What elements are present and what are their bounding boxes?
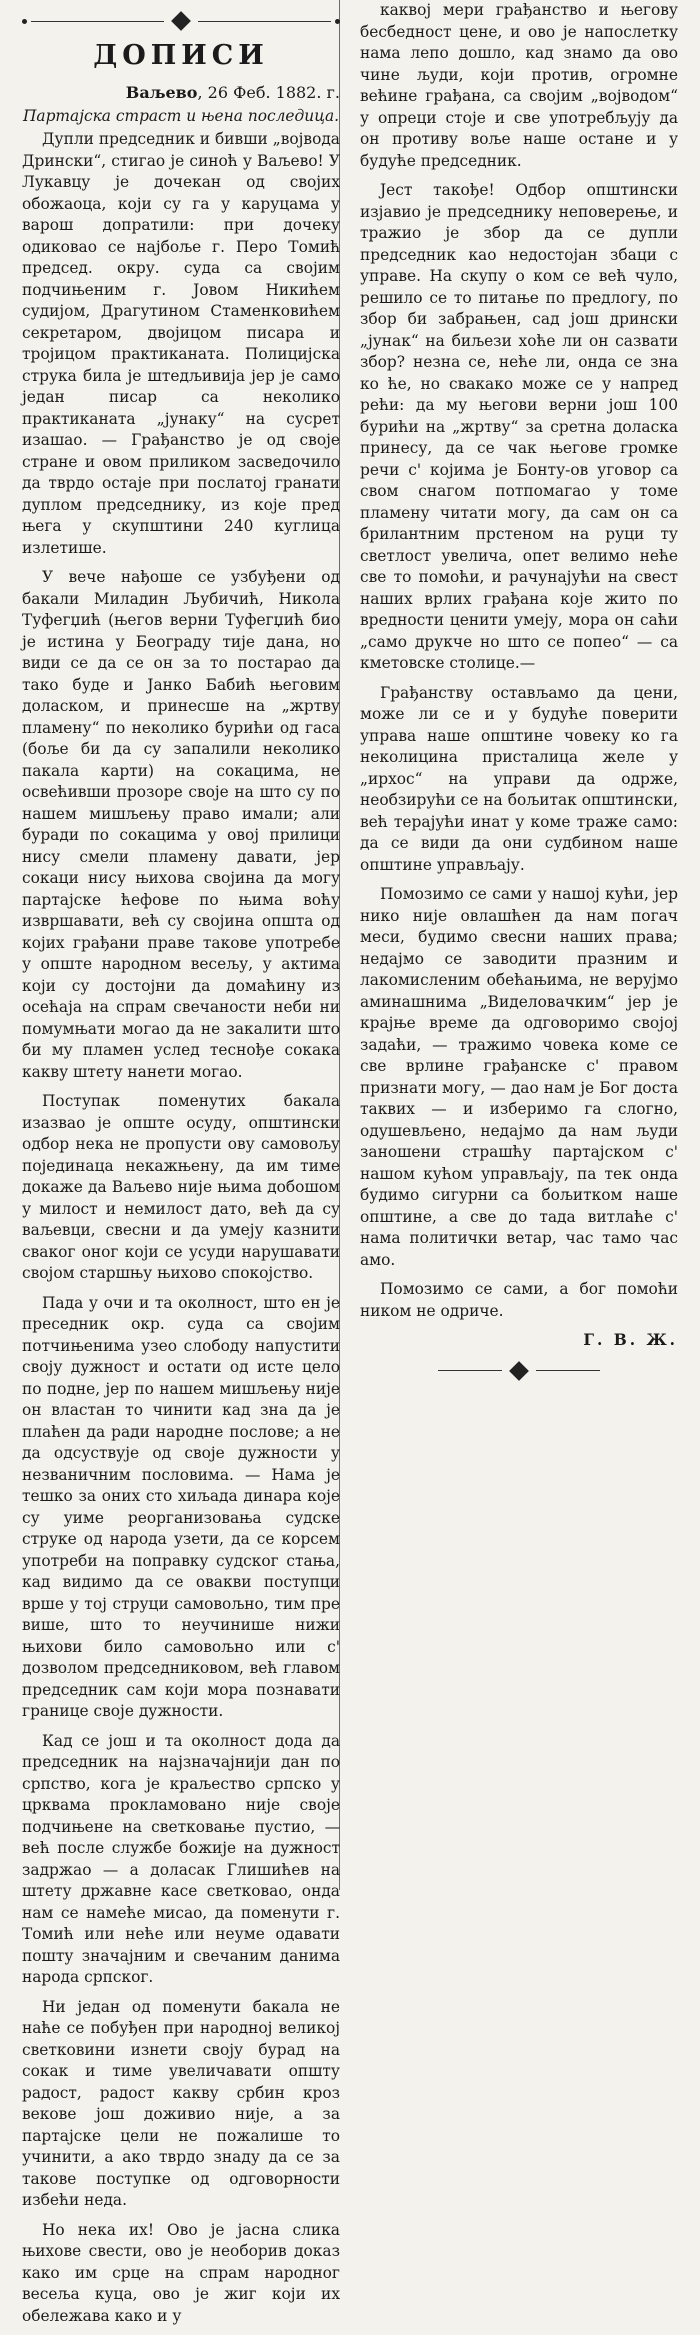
paragraph: Јест такође! Одбор општински изјавио је председнику неповерење, и тражио је збор да се дупли председник као недостојан збаци с управе. На скупу о ком се већ чуло, решило се то питање по предлогу, по збор би забрањен, сад још дрински „јунак“ на биљези хоће ли он сазвати збор? незна се, неће ли, онда се зна ко ће, но свакако може се у напред рећи: да му његови верни још 100 бурићи на „жртву“ за сретна доласка принесу, да се чак његове громке речи с' којима је Бонту-ов уговор са свом снагом потпомагао у томе пламену читати могу, да сам он са брилантним прстеном на руци ту светлост увелича, опет велимо неће све то помоћи, и рачунајући на свест наших врлих грађана које жито по вредности ценити умеју, мора он саћи „само друкче но што се попео“ — са кметовске столице.— [360, 181, 678, 672]
ornament-line [438, 1370, 502, 1371]
left-article-body [22, 129, 340, 2327]
paragraph: Грађанству остављамо да цени, може ли се и у будуће поверити управа наше општине човеку ко га неколицина присталица желе у „ирхос“ на управи да одрже, необзирући се на бољитак општински, већ терајући инат у коме траже само: да се види да они судбином наше општине управљају. [360, 683, 678, 874]
ornament-dot [22, 19, 27, 24]
ornament-diamond [171, 11, 191, 31]
ornament-dot [335, 19, 340, 24]
left-column [22, 0, 340, 2335]
paragraph: Дупли председник и бивши „војвода Дрински“, стигао је синоћ у Ваљево! У Лукавцу је дочекан од својих обожаоца, који су га у каруцама у варош допратили: при дочеку одиковао се најбоље г. Перо Томић председ. окру. суда са својим подчињеним г. Јовом Никићем судијом, Драгутином Стаменковићем секретаром, двојицом писара и тројицом практиканата. Полицијска струка била је штедљивија јер је само један писар са неколико практиканата „јунаку“ на сусрет изашао. — Грађанство је од своје стране и овом приликом засведочило да тврдо остаје при послатој гранати дуплом председнику, из које пред њега у скупштини 240 куглица излетише. [22, 130, 340, 557]
paragraph: Помозимо се сами, а бог помоћи ником не одриче. [360, 1280, 678, 1320]
right-article-body [360, 0, 678, 1322]
ornament-line [31, 21, 164, 22]
ornament-diamond [509, 1361, 529, 1381]
paragraph: Ни један од поменути бакала не наће се побуђен при народној великој светковини изнети своју бурад на сокак и тиме увеличавати општу радост, радост какву србин кроз векове још доживио није, а за партајске цели не пожалише то учинити, а ако тврдо знаду да се за такове поступке од одговорности избећи неда. [22, 1997, 340, 2209]
signature: Г. В. Ж. [583, 1331, 678, 1349]
paragraph: Пада у очи и та околност, што ен је пресeдник окр. суда са својим потчињенима узео слободу напустити своју дужност и остати од исте цело по подне, јер по нашем мишљењу није он властан то чинити кад зна да је плаћен да ради народне послове; а не да одсуствује од своје дужности у незваничним пословима. — Нама је тешко за оних сто хиљада динара које су уиме реорганизовања судске струке од народа узети, да се корсем употреби на поправку судског стања, кад видимо да се овакви поступци врше у тој струци самовољно, тим пре више, што то неучинише нижи њихови било самовољно или с' дозволом председниковом, већ главом председник сам који мора познавати границе своје дужности. [22, 1293, 340, 1720]
paragraph: каквој мери грађанство и његову бесбедност цене, и ово је напослетку нама лепо дошло, кад знамо да ово чине људи, који против, огромне већине грађана, са својим „војводом“ у опреци стоје и све употребљују да он противу воље наше остане и у будуће председник. [360, 1, 678, 170]
end-ornament [434, 1360, 604, 1382]
article-subtitle: Партајска страст и њена последица. [22, 106, 340, 125]
ornament-line [536, 1370, 600, 1371]
dateline-date: 26 Феб. 1882. г. [207, 83, 340, 102]
paragraph: Но нека их! Ово је јасна слика њихове свести, ово је необорив доказ како им срце на спрам народног весеља куца, ово је жиг који их обележава како и у [22, 2220, 340, 2325]
ornament-line [198, 21, 331, 22]
top-ornament [22, 10, 340, 32]
paragraph: У вече нађоше се узбуђени од бакали Миладин Љубичић, Никола Туфегџић (његов верни Туфегџић био је истина у Београду тије дана, но види се да се он за то постарао да тако буде и Јанко Бабић његовим доласком, и принесше на „жртву пламену“ по неколико бурићи од гаса (боље би да су запалили неколико пакала карти) на сокацима, не освећивши прозоре своје на што су по нашем мишљењу право имали; али буради по сокацима у овој прилици нису смели пламену давати, јер сокаци нису њихова својина да могу партајске ћефове по њима воћу извршавати, већ су својина општа од којих грађани праве такове употребе у опште народном весељу, у актима који су достојни да домаћину из осећаја на спрам свечаности неби ни помумњати могао да не закалити што би му пламен услед теснође сокака какву штету нанети могао. [22, 568, 340, 1081]
dateline: Ваљево, 26 Феб. 1882. г. [125, 83, 340, 102]
paragraph: Помозимо се сами у нашој кући, јер нико није овлашћен да нам погач меси, будимо свесни наших права; недајмо се заводити празним и лакомисленим обећањима, не верујмо аминашнима „Виделовачким“ јер је крајње време да одговоримо својој задаћи, — тражимо човека коме се све врлине грађанске с' правом признати могу, — дао нам је Бог доста таквих — и изберимо га слогно, одушевљено, недајмо да нам људи заношени страшћу партајском с' нашом кућом управљају, па тек онда будимо сигурни са бољитком наше општине, а све до тада витлаће с' нама политички ветар, час тамо час амо. [360, 885, 678, 1269]
section-heading: ДОПИСИ [93, 40, 269, 71]
paragraph: Поступак поменутих бакала изазвао је опште осуду, општински одбор нека не пропусти ову самовољу појединаца некажњену, да им тиме докаже да Ваљево није њима добошом у милост и немилост дато, већ да су ваљевци, свесни и да умеју казнити сваког оног који се усуди нарушавати својом старшњу њихово спокојство. [22, 1092, 340, 1282]
right-column [360, 0, 678, 1382]
dateline-place: Ваљево [125, 83, 198, 102]
paragraph: Кад се још и та околност дода да председник на најзначајнији дан по српство, кога је краљество српско у црквама прокламовано није своје подчињене на светковање пустио, — већ после службе божије на дужност задржао — а доласак Глишићев на штету државне касе светковао, онда нам се намеће мисао, да поменути г. Томић или неће или неуме одавати пошту значајним и свечаним данима народа српског. [22, 1731, 340, 1986]
